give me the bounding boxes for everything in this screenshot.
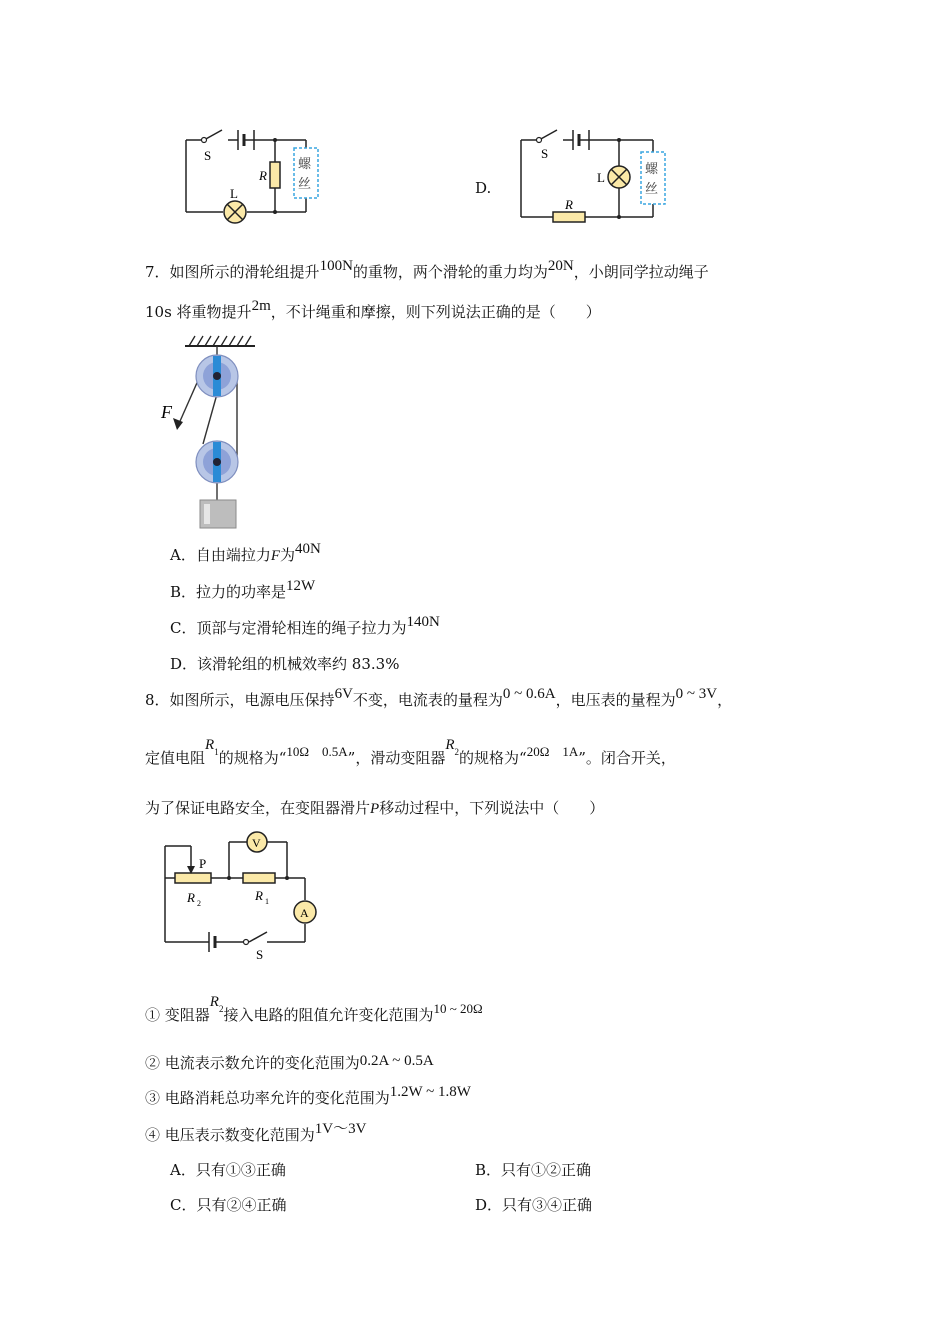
- q7-option-d-text: 该滑轮组的机械效率约 83.3%: [197, 655, 400, 673]
- q8-option-c-text: 只有②④正确: [196, 1196, 287, 1214]
- resistor-label: R: [565, 197, 573, 212]
- q8-option-b-text: 只有①②正确: [501, 1161, 592, 1179]
- q8-statement-1-text: 接入电路的阻值允许变化范围为: [223, 1006, 434, 1024]
- q7-option-d[interactable]: [170, 654, 399, 674]
- q7-option-a-value: 40N: [295, 541, 321, 557]
- option-d-label: D.: [475, 179, 492, 197]
- q8-r1-symbol: R: [205, 737, 215, 753]
- q8-voltage: 6V: [334, 686, 353, 702]
- q8-option-d-text: 只有③④正确: [502, 1196, 593, 1214]
- q8-text-3-var: P: [370, 801, 380, 817]
- q8-line-1: [145, 686, 733, 711]
- screw-label-2: 丝: [645, 181, 659, 196]
- q8-circuit-figure: [155, 828, 325, 963]
- switch-label: S: [204, 148, 212, 163]
- q7-text-1b: 的重物，两个滑轮的重力均为: [352, 263, 548, 281]
- q8-statement-4-value: 1V～3V: [314, 1121, 367, 1137]
- q8-statement-2-text: ② 电流表示数允许的变化范围为: [145, 1054, 360, 1072]
- q8-text-3a: 为了保证电路安全，在变阻器滑片: [145, 799, 371, 817]
- q7-option-b[interactable]: [170, 578, 316, 603]
- q7-option-a[interactable]: [170, 541, 321, 566]
- r1-sub: 1: [265, 897, 269, 906]
- q7-option-a-label: A．: [170, 546, 196, 564]
- q8-option-d-label: D．: [475, 1196, 503, 1214]
- q7-option-a-text: 自由端拉力: [195, 546, 271, 564]
- q8-option-c[interactable]: [170, 1195, 287, 1215]
- q8-r1-spec: 10Ω 0.5A: [286, 744, 348, 759]
- q8-line-2: [145, 737, 676, 770]
- q8-text-2b: 的规格为“: [218, 749, 287, 767]
- q8-statement-3-text: ③ 电路消耗总功率允许的变化范围为: [145, 1089, 390, 1107]
- q7-weight: 100N: [319, 258, 353, 274]
- q8-text-2a: 定值电阻: [145, 749, 206, 767]
- q8-statement-4: [145, 1121, 367, 1146]
- resistor-label: R: [259, 168, 267, 183]
- q8-r2-symbol: R: [445, 737, 455, 753]
- q7-text-2a: 10s 将重物提升: [145, 303, 252, 321]
- q7-height: 2m: [251, 298, 271, 314]
- moving-pulley: [196, 441, 238, 483]
- q8-option-d[interactable]: [475, 1195, 592, 1215]
- q8-statement-3: [145, 1084, 471, 1109]
- ammeter: [294, 901, 316, 923]
- force-arrow-head: [173, 418, 183, 430]
- q8-text-2c: ”，滑动变阻器: [347, 749, 446, 767]
- q7-option-b-label: B．: [170, 583, 197, 601]
- q8-text-2d: 的规格为“: [459, 749, 527, 767]
- q8-statement-1-value: 10 ~ 20Ω: [433, 1001, 483, 1016]
- q7-text-2b: ，不计绳重和摩擦，则下列说法正确的是（ ）: [270, 303, 601, 321]
- q8-voltmeter-range: 0 ~ 3V: [675, 686, 718, 702]
- q8-option-b-label: B．: [475, 1161, 502, 1179]
- q8-statement-1: [145, 994, 483, 1027]
- switch-label: S: [256, 947, 264, 962]
- circuit-figure-c: [170, 120, 340, 225]
- q7-text-1c: ，小朗同学拉动绳子: [573, 263, 709, 281]
- circuit-figure-d: [505, 120, 675, 225]
- lamp-label: L: [597, 170, 605, 185]
- q7-option-a-var: F: [270, 548, 281, 564]
- lamp-symbol: [608, 166, 630, 188]
- q8-text-1b: 不变，电流表的量程为: [352, 691, 503, 709]
- lamp-label: L: [230, 186, 238, 201]
- q8-text-1a: 如图所示，电源电压保持: [169, 691, 335, 709]
- q8-option-a-text: 只有①③正确: [195, 1161, 286, 1179]
- voltmeter: [247, 832, 267, 852]
- q7-option-c-label: C．: [170, 619, 197, 637]
- q8-r1-sub: 1: [214, 747, 219, 757]
- slider-label: P: [199, 856, 207, 871]
- q7-number: 7．: [145, 263, 170, 281]
- lamp-symbol: [224, 201, 246, 223]
- q8-statement-2: [145, 1053, 434, 1074]
- screw-label-1: 螺: [645, 161, 659, 176]
- q8-line-3: [145, 798, 604, 819]
- q8-r2-sub: 2: [454, 747, 460, 757]
- q8-statement-3-value: 1.2W ~ 1.8W: [389, 1084, 471, 1100]
- q8-statement-2-value: 0.2A ~ 0.5A: [359, 1053, 434, 1069]
- fixed-pulley: [196, 355, 238, 397]
- q7-option-c[interactable]: [170, 614, 440, 639]
- q8-number: 8．: [145, 691, 170, 709]
- r2-label: R: [187, 890, 195, 905]
- force-label: F: [161, 402, 172, 422]
- q7-option-c-text: 顶部与定滑轮相连的绳子拉力为: [196, 619, 407, 637]
- q8-option-b[interactable]: [475, 1160, 591, 1180]
- q7-option-a-text2: 为: [280, 546, 296, 564]
- q8-option-a[interactable]: [170, 1160, 286, 1180]
- q7-line-1: [145, 258, 709, 283]
- screw-label-1: 螺: [298, 156, 312, 171]
- q8-text-1c: ，电压表的量程为: [555, 691, 676, 709]
- q8-statement-1-sub: 2: [218, 1004, 224, 1014]
- q8-statement-4-text: ④ 电压表示数变化范围为: [145, 1126, 315, 1144]
- q8-ammeter-range: 0 ~ 0.6A: [502, 686, 556, 702]
- q7-option-b-text: 拉力的功率是: [196, 583, 287, 601]
- q8-text-2e: ”。闭合开关，: [578, 749, 676, 767]
- pulley-system-figure: [155, 332, 265, 532]
- q7-option-c-value: 140N: [406, 614, 440, 630]
- screw-label-2: 丝: [298, 176, 312, 191]
- q7-text-1a: 如图所示的滑轮组提升: [169, 263, 320, 281]
- q8-statement-1-sym: R: [209, 994, 219, 1010]
- q7-line-2: [145, 298, 601, 323]
- svg-text:V: V: [252, 836, 261, 850]
- q7-pulley-weight: 20N: [547, 258, 574, 274]
- r2-sub: 2: [197, 899, 201, 908]
- q7-option-d-label: D．: [170, 655, 198, 673]
- q8-r2-spec: 20Ω 1A: [526, 744, 579, 759]
- q8-option-c-label: C．: [170, 1196, 197, 1214]
- q8-statement-1-prefix: ① 变阻器: [145, 1006, 210, 1024]
- svg-text:A: A: [300, 906, 309, 920]
- q8-text-3b: 移动过程中，下列说法中（ ）: [379, 799, 605, 817]
- q7-option-b-value: 12W: [286, 578, 316, 594]
- q8-option-a-label: A．: [170, 1161, 196, 1179]
- r1-label: R: [255, 888, 263, 903]
- q8-text-1d: ，: [717, 691, 733, 709]
- switch-label: S: [541, 146, 549, 161]
